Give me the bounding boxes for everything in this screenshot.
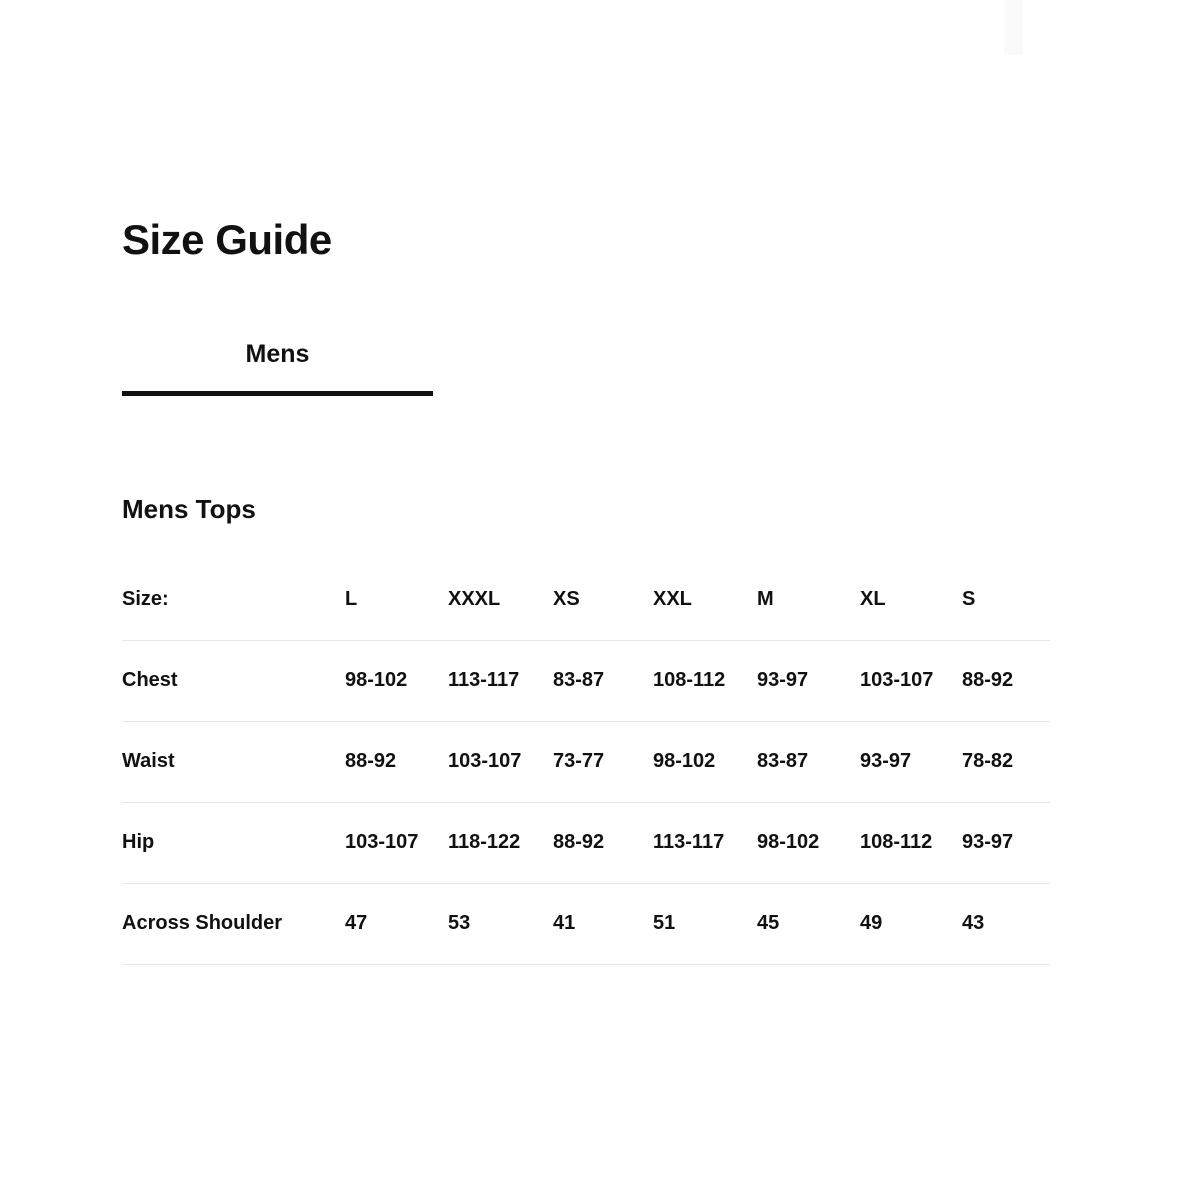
cell-value: 93-97 [962,802,1050,883]
cell-value: 108-112 [860,802,962,883]
cell-value: 47 [345,883,448,964]
column-header-s: S [962,559,1050,640]
column-header-m: M [757,559,860,640]
column-header-l: L [345,559,448,640]
cell-value: 98-102 [345,640,448,721]
table-row-waist [122,721,1050,802]
row-label: Across Shoulder [122,883,345,964]
cell-value: 98-102 [757,802,860,883]
cell-value: 108-112 [653,640,757,721]
cell-value: 53 [448,883,553,964]
size-table [122,559,1050,965]
tab-bar [122,318,433,396]
cell-value: 43 [962,883,1050,964]
table-row-hip [122,802,1050,883]
table-header-row [122,559,1050,640]
page-title: Size Guide [122,216,332,263]
cell-value: 98-102 [653,721,757,802]
cell-value: 49 [860,883,962,964]
cell-value: 118-122 [448,802,553,883]
cell-value: 83-87 [553,640,653,721]
cell-value: 113-117 [448,640,553,721]
column-header-xl: XL [860,559,962,640]
column-header-size: Size: [122,559,345,640]
cell-value: 113-117 [653,802,757,883]
cell-value: 103-107 [345,802,448,883]
cell-value: 88-92 [553,802,653,883]
section-title-mens-tops: Mens Tops [122,494,256,524]
cell-value: 103-107 [448,721,553,802]
cell-value: 78-82 [962,721,1050,802]
row-label: Hip [122,802,345,883]
column-header-xxl: XXL [653,559,757,640]
cell-value: 83-87 [757,721,860,802]
cell-value: 93-97 [757,640,860,721]
table-row-across-shoulder [122,883,1050,964]
cell-value: 45 [757,883,860,964]
cell-value: 41 [553,883,653,964]
column-header-xs: XS [553,559,653,640]
tab-mens-label: Mens [245,340,310,368]
cell-value: 73-77 [553,721,653,802]
row-label: Waist [122,721,345,802]
tab-mens[interactable] [122,318,433,396]
cell-value: 93-97 [860,721,962,802]
cell-value: 103-107 [860,640,962,721]
cell-value: 88-92 [962,640,1050,721]
row-label: Chest [122,640,345,721]
page-edge-artifact [1004,0,1023,55]
column-header-xxxl: XXXL [448,559,553,640]
cell-value: 51 [653,883,757,964]
table-row-chest [122,640,1050,721]
cell-value: 88-92 [345,721,448,802]
